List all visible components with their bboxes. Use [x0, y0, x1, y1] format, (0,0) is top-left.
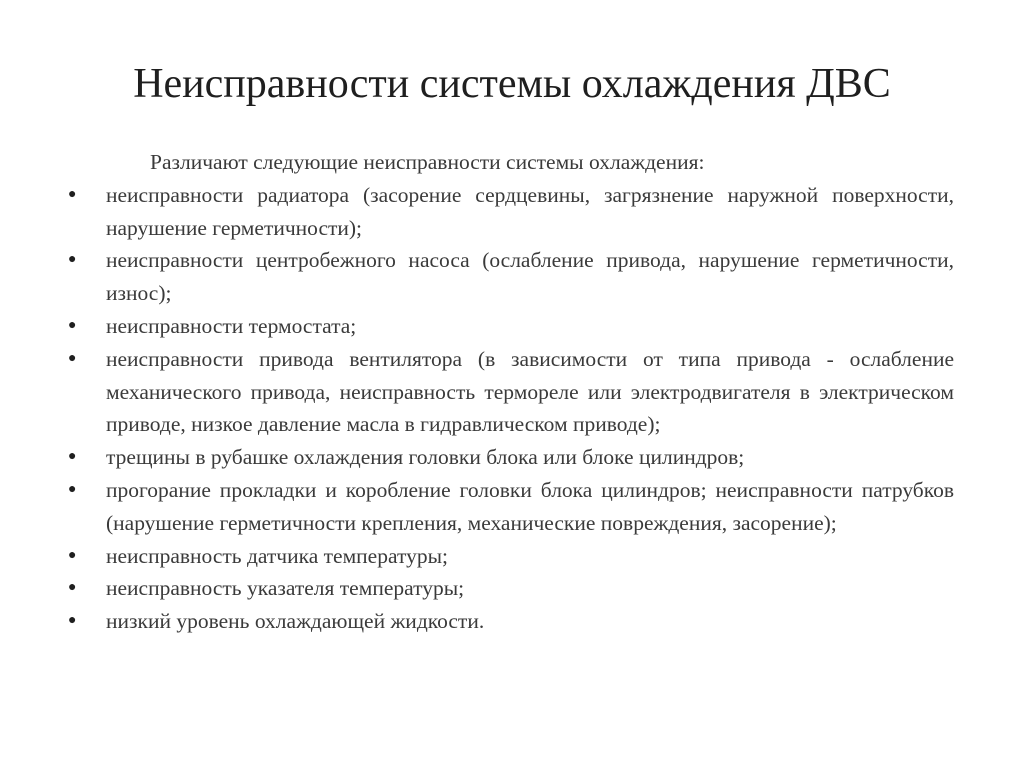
bullet-icon: ●	[68, 481, 77, 497]
list-item	[66, 572, 954, 605]
list-item	[66, 244, 954, 310]
list-item	[66, 179, 954, 245]
slide-title: Неисправности системы охлаждения ДВС	[133, 61, 891, 107]
list-item-text: низкий уровень охлаждающей жидкости.	[106, 609, 485, 634]
list-item-text: неисправность указателя температуры;	[106, 576, 465, 601]
list-item-text: неисправность датчика температуры;	[106, 543, 448, 568]
slide-body	[66, 146, 954, 638]
list-item	[66, 474, 954, 540]
bullet-icon: ●	[68, 186, 77, 202]
list-item	[66, 310, 954, 343]
list-item-text: неисправности термостата;	[106, 313, 357, 338]
bullet-icon: ●	[68, 350, 77, 366]
list-item	[66, 441, 954, 474]
bullet-icon: ●	[68, 613, 77, 629]
list-item	[66, 343, 954, 441]
list-item-text: трещины в рубашке охлаждения головки блока или блоке цилиндров;	[106, 445, 745, 470]
bullet-icon: ●	[68, 449, 77, 465]
list-item-text: неисправности центробежного насоса (ослабление привода, нарушение герметичности, износ);	[106, 248, 954, 306]
list-item-text: неисправности радиатора (засорение сердцевины, загрязнение наружной поверхности, нарушение герметичности);	[106, 182, 954, 240]
bullet-icon: ●	[68, 252, 77, 268]
bullet-icon: ●	[68, 580, 77, 596]
bullet-icon: ●	[68, 317, 77, 333]
list-item-text: неисправности привода вентилятора (в зависимости от типа привода - ослабление механического привода, неисправность термореле или электродвигателя в электрическом приводе, низкое давление масла в гидравлическом приводе);	[106, 346, 954, 437]
list-item-text: прогорание прокладки и коробление головки блока цилиндров; неисправности патрубков (нарушение герметичности крепления, механические повреждения, засорение);	[106, 477, 954, 535]
bullet-icon: ●	[68, 547, 77, 563]
intro-text: Различают следующие неисправности системы охлаждения:	[150, 150, 705, 174]
list-item	[66, 540, 954, 573]
faults-list	[66, 179, 954, 638]
list-item	[66, 605, 954, 638]
